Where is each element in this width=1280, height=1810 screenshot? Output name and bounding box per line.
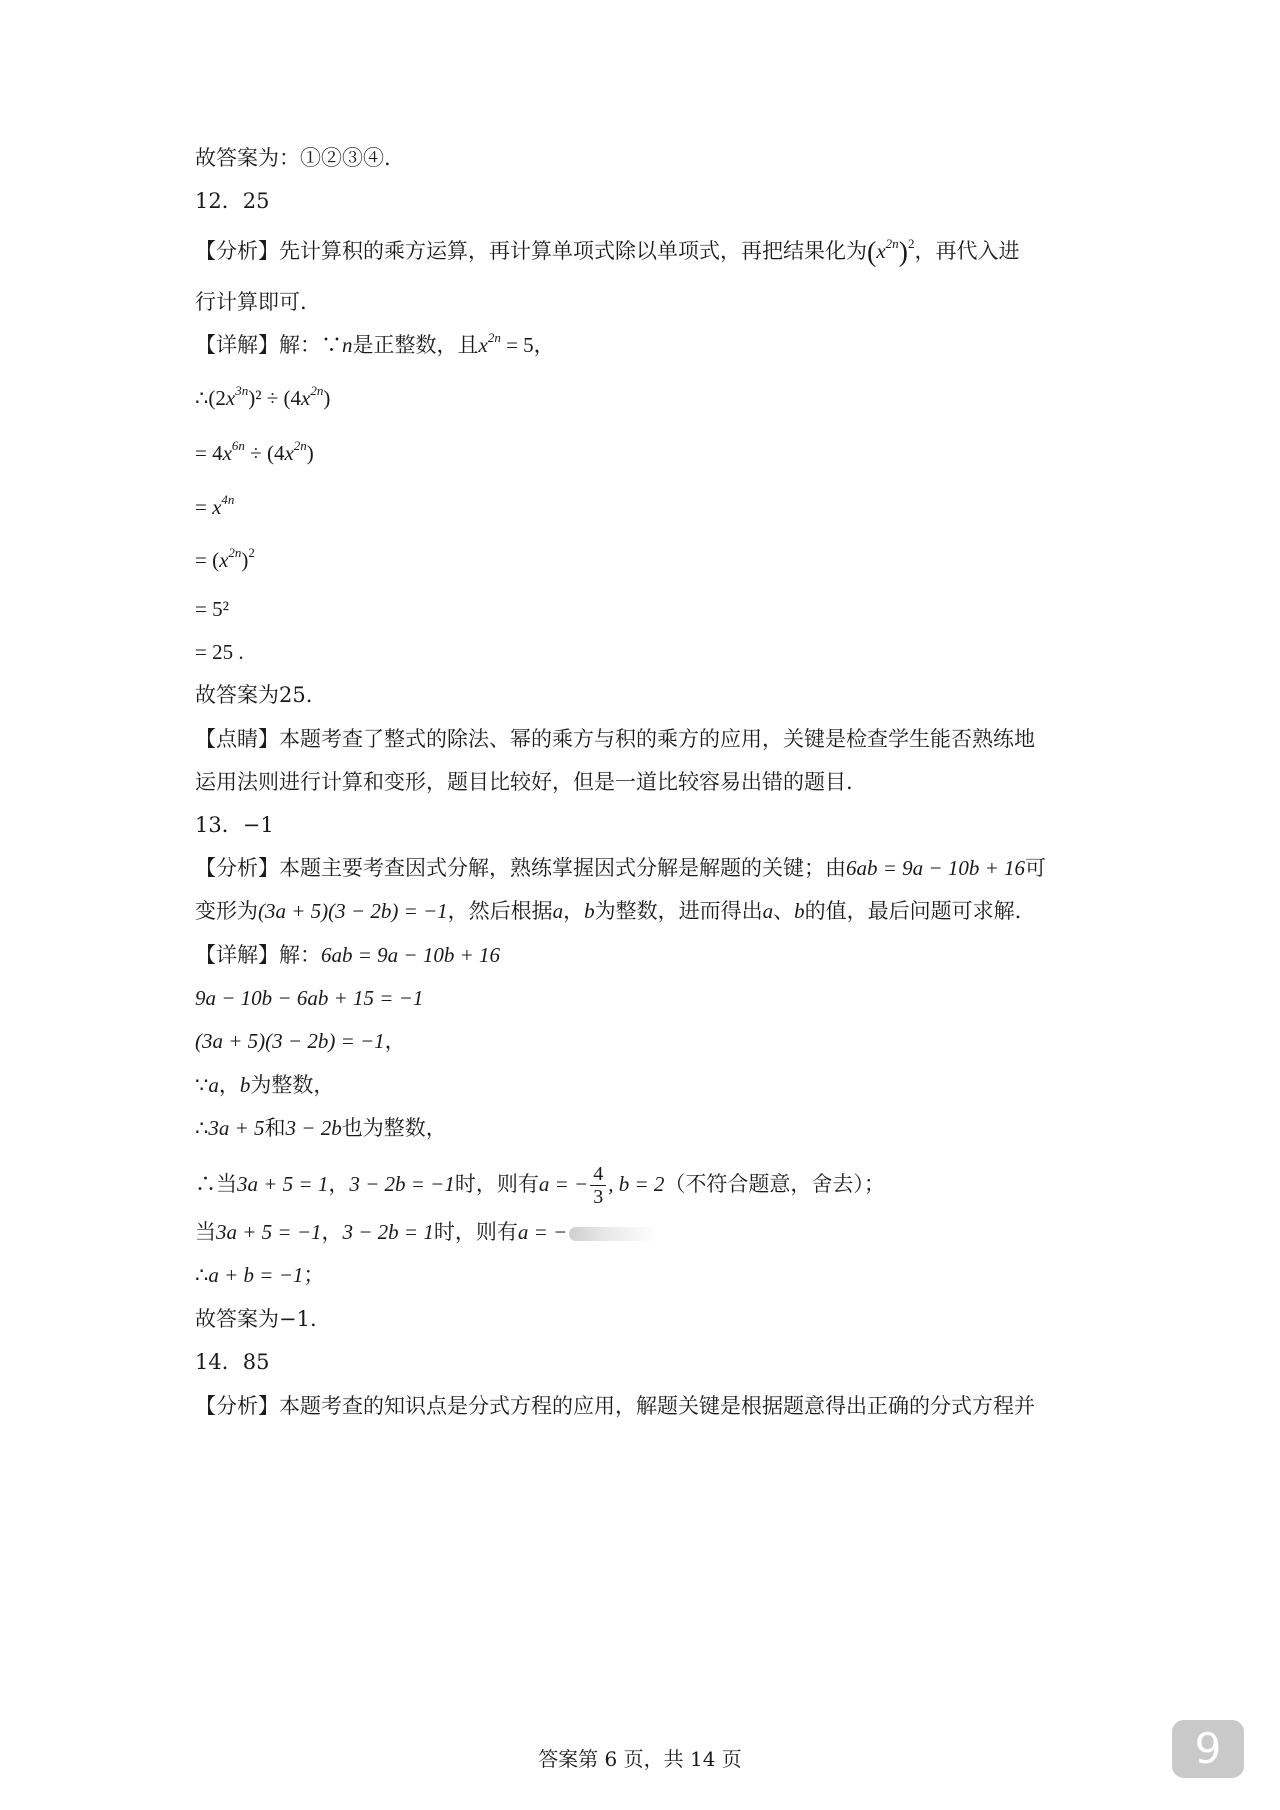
math-step: ∴a + b = −1； bbox=[195, 1263, 325, 1287]
answer-line: 故答案为−1. bbox=[195, 1307, 317, 1331]
analysis-line: 【分析】本题考查的知识点是分式方程的应用，解题关键是根据题意得出正确的分式方程并 bbox=[195, 1394, 1035, 1418]
math-step: = 5² bbox=[195, 597, 229, 621]
analysis-line-cont: 变形为(3a + 5)(3 − 2b) = −1，然后根据a，b为整数，进而得出a、b的值，最后问题可求解. bbox=[195, 899, 1022, 923]
math-step: = $4x^{6n} \div (4x^{2n})$ bbox=[195, 438, 314, 465]
answer-line: 故答案为：①②③④. bbox=[195, 146, 391, 170]
math-step: $\therefore(2x^{3n})^2 \div (4x^{2n})$ bbox=[195, 383, 331, 410]
math-step: 9a − 10b − 6ab + 15 = −1 bbox=[195, 986, 424, 1010]
page-number-badge[interactable]: 9 bbox=[1172, 1720, 1244, 1778]
fraction: $\frac{4}{3}$ bbox=[590, 1163, 606, 1208]
analysis-line-cont: 行计算即可. bbox=[195, 290, 307, 314]
solution-line: 【详解】解：6ab = 9a − 10b + 16 bbox=[195, 943, 501, 967]
math-step: 当3a + 5 = −1，3 − 2b = 1时，则有a = − bbox=[195, 1217, 1090, 1247]
question-14-heading: 14．85 bbox=[195, 1350, 270, 1374]
math-step: ∴3a + 5和3 − 2b也为整数， bbox=[195, 1116, 447, 1140]
page-footer: 答案第 6 页，共 14 页 bbox=[538, 1747, 742, 1771]
analysis-line: 【分析】先计算积的乘方运算，再计算单项式除以单项式，再把结果化为$(x^{2n})^2$，再代入进 bbox=[195, 236, 1020, 268]
analysis-line: 【分析】本题主要考查因式分解，熟练掌握因式分解是解题的关键；由6ab = 9a − 10b + 16可 bbox=[195, 856, 1047, 880]
smudge-mark bbox=[569, 1227, 659, 1241]
math-step: = $x^{4n}$ bbox=[195, 492, 235, 519]
solution-line: 【详解】解：∵n是正整数，且$x^{2n} = 5$， bbox=[195, 330, 555, 357]
question-12-heading: 12．25 bbox=[195, 189, 270, 213]
math-step: = 25 . bbox=[195, 640, 244, 664]
answer-line: 故答案为25. bbox=[195, 683, 313, 707]
comment-line-cont: 运用法则进行计算和变形，题目比较好，但是一道比较容易出错的题目. bbox=[195, 770, 853, 794]
math-step: = $(x^{2n})^2$ bbox=[195, 545, 255, 572]
math-step: ∵a，b为整数， bbox=[195, 1073, 335, 1097]
question-13-heading: 13．−1 bbox=[195, 813, 274, 837]
comment-line: 【点睛】本题考查了整式的除法、幂的乘方与积的乘方的应用，关键是检查学生能否熟练地 bbox=[195, 727, 1035, 751]
math-step: ∴当3a + 5 = 1，3 − 2b = −1时，则有a = − $\frac{4}{3}$ , b = 2（不符合题意，舍去）； bbox=[195, 1163, 885, 1208]
math-step: (3a + 5)(3 − 2b) = −1， bbox=[195, 1029, 406, 1053]
